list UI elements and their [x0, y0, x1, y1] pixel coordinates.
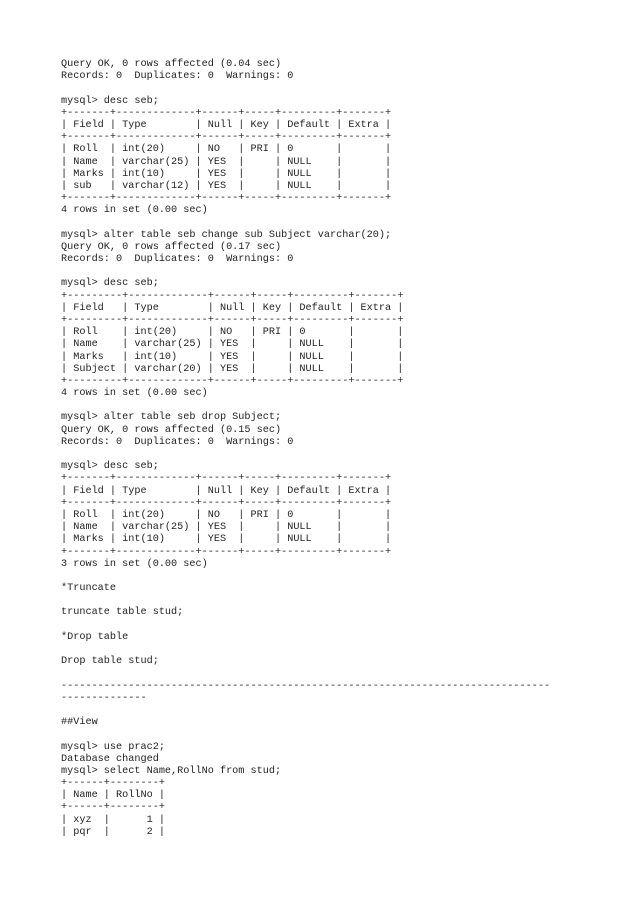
text-line: Query OK, 0 rows affected (0.04 sec) [61, 59, 282, 70]
text-line: Drop table stud; [61, 656, 159, 668]
text-line: | Name | varchar(25) | YES | | NULL | | [61, 339, 404, 351]
text-line: 4 rows in set (0.00 sec) [61, 205, 208, 217]
text-line: -------------------------------------------------------------------------------- [61, 680, 551, 692]
text-line: | Field | Type | Null | Key | Default | Extra | [61, 485, 392, 497]
text-line: +---------+-------------+------+-----+---------+-------+ [61, 314, 404, 326]
blank-line [61, 400, 621, 412]
blank-line [61, 266, 621, 278]
text-line: mysql> desc seb; [61, 461, 159, 473]
text-line: -------------- [61, 692, 147, 704]
blank-line [61, 644, 621, 656]
blank-line [61, 83, 621, 95]
document-text [61, 59, 621, 839]
text-line: mysql> desc seb; [61, 278, 159, 290]
blank-line [61, 217, 621, 229]
text-line: | xyz | 1 | [61, 814, 165, 826]
text-line: +---------+-------------+------+-----+---------+-------+ [61, 375, 404, 387]
text-line: +------+--------+ [61, 802, 165, 814]
text-line: | Name | varchar(25) | YES | | NULL | | [61, 522, 392, 534]
text-line: +-------+-------------+------+-----+---------+-------+ [61, 132, 392, 144]
blank-line [61, 595, 621, 607]
text-line: +-------+-------------+------+-----+---------+-------+ [61, 193, 392, 205]
text-line: | Field | Type | Null | Key | Default | Extra | [61, 119, 392, 131]
text-line: mysql> use prac2; [61, 741, 165, 753]
text-line: Query OK, 0 rows affected (0.15 sec) [61, 424, 282, 436]
text-line: +------+--------+ [61, 778, 165, 790]
text-line: Records: 0 Duplicates: 0 Warnings: 0 [61, 71, 294, 83]
text-line: | pqr | 2 | [61, 826, 165, 838]
blank-line [61, 729, 621, 741]
blank-line [61, 620, 621, 632]
text-line: *Drop table [61, 631, 129, 643]
text-line: | Roll | int(20) | NO | PRI | 0 | | [61, 327, 404, 339]
text-line: | Field | Type | Null | Key | Default | Extra | [61, 302, 404, 314]
text-line: +-------+-------------+------+-----+---------+-------+ [61, 546, 392, 558]
text-line: | Marks | int(10) | YES | | NULL | | [61, 168, 392, 180]
text-line: | Marks | int(10) | YES | | NULL | | [61, 351, 404, 363]
text-line: *Truncate [61, 583, 117, 595]
text-line: | Subject | varchar(20) | YES | | NULL | | [61, 363, 404, 375]
text-line: | Name | varchar(25) | YES | | NULL | | [61, 156, 392, 168]
text-line: mysql> select Name,RollNo from stud; [61, 765, 282, 777]
text-line: | sub | varchar(12) | YES | | NULL | | [61, 180, 392, 192]
text-line: Query OK, 0 rows affected (0.17 sec) [61, 241, 282, 253]
text-line: mysql> desc seb; [61, 95, 159, 107]
text-line: 4 rows in set (0.00 sec) [61, 388, 208, 400]
blank-line [61, 705, 621, 717]
text-line: | Marks | int(10) | YES | | NULL | | [61, 534, 392, 546]
text-line: | Name | RollNo | [61, 790, 165, 802]
text-line: mysql> alter table seb drop Subject; [61, 412, 282, 424]
text-line: | Roll | int(20) | NO | PRI | 0 | | [61, 144, 392, 156]
text-line: Database changed [61, 753, 159, 765]
text-line: +-------+-------------+------+-----+---------+-------+ [61, 107, 392, 119]
text-line: +---------+-------------+------+-----+---------+-------+ [61, 290, 404, 302]
blank-line [61, 668, 621, 680]
text-line: +-------+-------------+------+-----+---------+-------+ [61, 473, 392, 485]
text-line: 3 rows in set (0.00 sec) [61, 558, 208, 570]
text-line: | Roll | int(20) | NO | PRI | 0 | | [61, 509, 392, 521]
text-line: +-------+-------------+------+-----+---------+-------+ [61, 497, 392, 509]
text-line: Records: 0 Duplicates: 0 Warnings: 0 [61, 436, 294, 448]
text-line: ##View [61, 717, 98, 729]
blank-line [61, 449, 621, 461]
text-line: Records: 0 Duplicates: 0 Warnings: 0 [61, 254, 294, 265]
blank-line [61, 571, 621, 583]
text-line: truncate table stud; [61, 607, 184, 619]
text-line: mysql> alter table seb change sub Subject varchar(20); [61, 229, 392, 241]
